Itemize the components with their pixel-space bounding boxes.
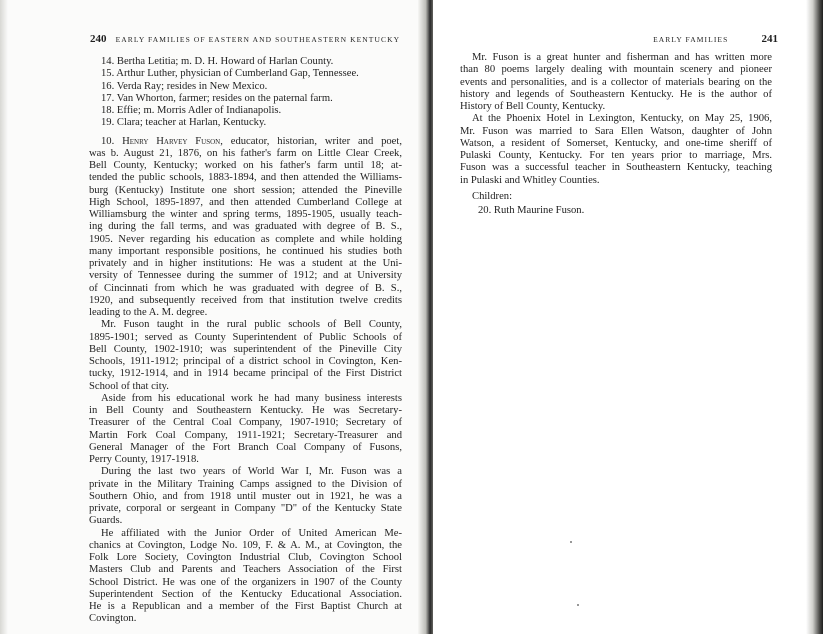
text-line: 1920, and subsequently received from that institution twelve credits	[89, 294, 402, 306]
right-page-header	[433, 33, 778, 45]
text-line: History of Bell County, Kentucky.	[460, 101, 606, 112]
text-line: events and personalities, and is a collector of materials bearing on the	[460, 76, 772, 88]
text-line: Schools, 1911-1912; principal of a district school in Covington, Ken-	[89, 356, 402, 367]
page-speck	[570, 541, 572, 543]
text-line: School District. He was one of the organizers in 1907 of the County	[89, 576, 402, 588]
text-line: Watson, a resident of Somerset, Kentucky, and one-time sheriff of	[460, 137, 772, 149]
text-line: Pulaski County, Kentucky. For ten years prior to marriage, Mrs.	[460, 150, 772, 161]
affiliations-paragraph	[89, 528, 402, 626]
text-line: many important responsible positions, he continued his studies both	[89, 245, 402, 257]
right-page-body	[460, 52, 772, 217]
text-line: Mr. Fuson is a great hunter and fisherman and has written more	[472, 52, 772, 63]
text-line: burg (Kentucky) Institute one short session; attended the Pineville	[89, 184, 402, 196]
text-line: Bell County, 1902-1910; was superintendent of the Pineville City	[89, 343, 402, 355]
right-page	[433, 0, 823, 634]
text-line: Bell County, Kentucky; worked on his father's farm until 18; at-	[89, 160, 402, 171]
military-paragraph	[89, 466, 402, 527]
list-item: 20. Ruth Maurine Fuson.	[478, 205, 585, 216]
text-line: Williamsburg the winter and spring terms, 1895-1905, usually teach-	[89, 209, 402, 220]
list-item: 16. Verda Ray; resides in New Mexico.	[101, 80, 268, 92]
left-running-head: EARLY FAMILIES OF EASTERN AND SOUTHEASTERN KENTUCKY	[115, 35, 401, 44]
marriage-paragraph	[460, 113, 772, 187]
left-page-body	[89, 56, 402, 626]
children-label: Children:	[472, 190, 513, 202]
list-item: 17. Van Whorton, farmer; resides on the paternal farm.	[101, 92, 333, 104]
text-line: privately and in higher institutions: He was a student at the Uni-	[89, 258, 402, 269]
text-line: 1905. Never regarding his education as complete and while holding	[89, 233, 402, 245]
text-line: of Cincinnati from which he was graduated with degree of B. S.,	[89, 282, 402, 294]
list-item: 18. Effie; m. Morris Adler of Indianapolis.	[101, 105, 282, 116]
left-page-number: 240	[90, 33, 107, 45]
book-edge-shadow	[806, 0, 823, 634]
business-paragraph	[89, 393, 402, 467]
entry-heading-line	[89, 136, 402, 148]
text-line: Masters Club and Parents and Teachers Association of the First	[89, 564, 402, 576]
page-speck	[577, 604, 579, 606]
text-line: He affiliated with the Junior Order of United American Me-	[101, 527, 402, 539]
list-item: 19. Clara; teacher at Harlan, Kentucky.	[101, 117, 267, 129]
text-line: He is a Republican and a member of the First Baptist Church at	[89, 601, 402, 612]
right-page-number: 241	[761, 33, 778, 45]
teaching-paragraph	[89, 319, 402, 393]
entry-number: 10.	[101, 135, 115, 147]
left-page-header	[90, 33, 400, 45]
text-line: versity of Tennessee during the summer of 1912; and at University	[89, 270, 402, 282]
children-list	[89, 56, 402, 130]
text-line: During the last two years of World War I, Mr. Fuson was a	[101, 466, 402, 478]
text-line: tended the public schools, 1883-1894, and then attended the Williams-	[89, 172, 402, 184]
text-line: Covington.	[89, 613, 137, 625]
text-line: Fuson was a successful teacher in Southeastern Kentucky, teaching	[460, 162, 772, 174]
text-line: in Bell County and Southeastern Kentucky. He was Secretary-	[89, 405, 402, 416]
text-line: than 80 poems largely dealing with mountain scenery and pioneer	[460, 64, 772, 76]
text-line: history and legends of Southeastern Kentucky. He is the author of	[460, 88, 772, 100]
text-line: 1895-1901; served as County Superintendent of Public Schools of	[89, 331, 402, 343]
text-line: Guards.	[89, 515, 123, 527]
text-line: General Manager of the Fort Branch Coal Company of Fusons,	[89, 441, 402, 453]
biography-paragraph	[89, 136, 402, 320]
text-line: tucky, 1912-1914, and in 1914 became principal of the First District	[89, 368, 402, 380]
text-line: private, corporal or sergeant in Company "D" of the Kentucky State	[89, 503, 402, 514]
text-line: in Pulaski and Whitley Counties.	[460, 174, 600, 186]
right-running-head: EARLY FAMILIES	[653, 35, 729, 44]
text-line: High School, 1895-1897, and then attended Cumberland College at	[89, 196, 402, 208]
text-line: Southern Ohio, and from 1918 until muster out in 1921, he was a	[89, 490, 402, 502]
text-line: Martin Fork Coal Company, 1911-1921; Secretary-Treasurer and	[89, 429, 402, 441]
text-line: Superintendent Section of the Kentucky Educational Association.	[89, 588, 402, 600]
text-line: ing during the fall terms, and was graduated with degree of B. S.,	[89, 221, 402, 233]
list-item: 14. Bertha Letitia; m. D. H. Howard of Harlan County.	[101, 56, 334, 67]
entry-name: Henry Harvey Fuson	[122, 135, 221, 147]
text-line: Mr. Fuson taught in the rural public schools of Bell County,	[101, 319, 402, 331]
text-line: Aside from his educational work he had many business interests	[101, 392, 402, 404]
interests-paragraph	[460, 52, 772, 113]
list-item: 15. Arthur Luther, physician of Cumberland Gap, Tennessee.	[101, 68, 359, 80]
text-line: Folk Lore Society, Covington Industrial Club, Covington School	[89, 552, 402, 563]
children-section	[460, 191, 772, 218]
text-line: School of that city.	[89, 380, 169, 392]
text-line: Treasurer of the Central Coal Company, 1907-1910; Secretary of	[89, 417, 402, 429]
entry-description: , educator, historian, writer and poet,	[220, 135, 402, 147]
text-line: private in the Military Training Camps assigned to the Division of	[89, 478, 402, 490]
text-line: leading to the A. M. degree.	[89, 307, 208, 318]
text-line: chanics at Covington, Lodge No. 109, F. & A. M., at Covington, the	[89, 539, 402, 551]
text-line: Mr. Fuson was married to Sara Ellen Watson, daughter of John	[460, 125, 772, 137]
text-line: Perry County, 1917-1918.	[89, 454, 199, 465]
text-line: At the Phoenix Hotel in Lexington, Kentucky, on May 25, 1906,	[472, 113, 772, 125]
page-edge-shadow	[0, 0, 8, 634]
text-line: was b. August 21, 1876, on his father's farm on Little Clear Creek,	[89, 147, 402, 159]
